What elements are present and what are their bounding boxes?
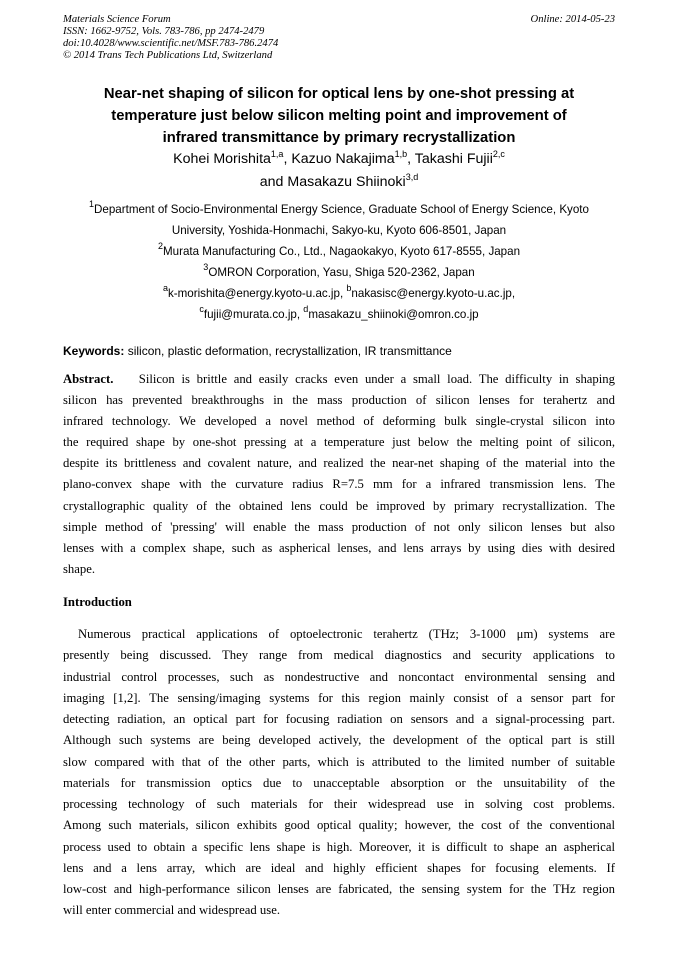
author-name: Takashi Fujii xyxy=(414,151,493,167)
email-text: fujii@murata.co.jp, xyxy=(203,308,304,321)
keywords xyxy=(63,343,615,359)
abstract-text: Silicon is brittle and easily cracks even under a small load. The difficulty in shaping xyxy=(138,372,615,386)
title-line: temperature just below silicon melting point and improvement of xyxy=(111,108,567,124)
intro-line: presently being discussed. They range from medical diagnostics and security applications to xyxy=(63,648,615,663)
doi-line: doi:10.4028/www.scientific.net/MSF.783-786.2474 xyxy=(63,38,279,49)
author-list xyxy=(63,148,615,194)
abstract-line: the required shape by one-shot pressing at a temperature just below the melting point of silicon, xyxy=(63,435,615,450)
abstract-line: despite its brittleness and covalent nature, and realized the near-net shaping of the material into the xyxy=(63,456,615,471)
abstract-line: crystallographic quality of the obtained lens could be improved by primary recrystallization. The xyxy=(63,498,615,513)
title-line: infrared transmittance by primary recrystallization xyxy=(162,130,516,146)
author-superscript: 3,d xyxy=(405,172,419,182)
intro-line: lens and a lens array, which are ideal and highly efficient shapes for focusing elements. If xyxy=(63,860,615,875)
abstract xyxy=(63,369,615,580)
author-separator: , xyxy=(283,151,292,167)
title-line: Near-net shaping of silicon for optical lens by one-shot pressing at xyxy=(103,86,575,102)
author-superscript: 1,b xyxy=(394,149,408,159)
abstract-line xyxy=(63,369,615,390)
journal-name: Materials Science Forum xyxy=(63,14,171,25)
keywords-text: silicon, plastic deformation, recrystallization, IR transmittance xyxy=(124,344,452,358)
intro-line: industrial control processes, such as nondestructive and noncontact environmental sensing and xyxy=(63,669,615,684)
email-text: nakasisc@energy.kyoto-u.ac.jp, xyxy=(351,287,516,300)
email-superscript: c xyxy=(199,304,204,314)
intro-line: detecting radiation, an optical part for focusing radiation on sensors and a signal-processing part. xyxy=(63,712,615,726)
email-superscript: d xyxy=(303,304,309,314)
abstract-line: infrared technology. We developed a novel method of deforming bulk single-crystal silicon into xyxy=(63,414,615,429)
affiliation-line xyxy=(63,262,615,283)
abstract-line: lenses with a complex shape, such as aspherical lenses, and lens arrays by using dies with desired xyxy=(63,540,615,555)
intro-line: Among such materials, silicon exhibits good optical quality; however, the cost of the conventional xyxy=(63,818,615,833)
abstract-line: shape. xyxy=(63,561,96,576)
affiliation-line xyxy=(63,199,615,220)
author-name: Kazuo Nakajima xyxy=(291,151,395,167)
affiliation-text: Murata Manufacturing Co., Ltd., Nagaokakyo, Kyoto 617-8555, Japan xyxy=(162,245,521,258)
abstract-label: Abstract. xyxy=(63,372,114,386)
affiliation-superscript: 2 xyxy=(157,241,163,251)
intro-line: Numerous practical applications of optoelectronic terahertz (THz; 3-1000 μm) systems are xyxy=(78,627,615,641)
author-name: Kohei Morishita xyxy=(173,151,271,167)
section-heading-introduction: Introduction xyxy=(63,595,132,609)
affiliation-text: University, Yoshida-Honmachi, Sakyo-ku, Kyoto 606-8501, Japan xyxy=(171,224,507,237)
author-separator: , xyxy=(407,151,415,167)
intro-line: will enter commercial and widespread use. xyxy=(63,903,281,918)
email-line xyxy=(63,304,615,325)
email-text: k-morishita@energy.kyoto-u.ac.jp, xyxy=(167,287,347,300)
author-line xyxy=(63,148,615,171)
author-superscript: 2,c xyxy=(492,149,505,159)
intro-line: slow compared with that of the other parts, which is attributed to the limited number of suitable xyxy=(63,754,615,769)
intro-line: process used to obtain a specific lens shape is high. Moreover, it is difficult to shape an aspherical xyxy=(63,839,615,854)
paper-title xyxy=(63,83,615,149)
email-superscript: a xyxy=(162,283,168,293)
abstract-line: plano-convex shape with the curvature radius R=7.5 mm for a infrared transmission lens. The xyxy=(63,477,615,492)
author-line xyxy=(63,171,615,194)
abstract-line: simple method of 'pressing' will enable the mass production of not only silicon lenses but also xyxy=(63,519,615,534)
online-date: Online: 2014-05-23 xyxy=(530,14,615,25)
email-superscript: b xyxy=(346,283,352,293)
affiliation-superscript: 3 xyxy=(203,262,209,272)
intro-line: low-cost and high-performance silicon lenses are fabricated, the sensing system for the THz region xyxy=(63,882,615,896)
copyright-line: © 2014 Trans Tech Publications Ltd, Switzerland xyxy=(63,50,273,61)
affiliation-text: Department of Socio-Environmental Energy Science, Graduate School of Energy Science, Kyoto xyxy=(94,203,589,216)
introduction-body xyxy=(63,624,615,922)
affiliation-superscript: 1 xyxy=(89,199,95,209)
intro-line: Although such systems are being developed actively, the development of the optical part is still xyxy=(63,733,615,748)
journal-header xyxy=(63,14,615,62)
intro-line: imaging [1,2]. The sensing/imaging systems for this region mainly consist of a sensor part for xyxy=(63,690,615,705)
intro-line: processing technology of such materials for their widespread use in solving cost problems. xyxy=(63,797,615,811)
email-line xyxy=(63,283,615,304)
affiliation-line xyxy=(63,220,615,241)
email-text: masakazu_shiinoki@omron.co.jp xyxy=(308,308,479,321)
affiliation-text: OMRON Corporation, Yasu, Shiga 520-2362, Japan xyxy=(208,266,475,279)
author-name: and Masakazu Shiinoki xyxy=(259,174,406,190)
abstract-line: silicon has prevented breakthroughs in the mass production of silicon lenses for terahertz and xyxy=(63,393,615,408)
keywords-label: Keywords: xyxy=(63,344,125,358)
affiliation-line xyxy=(63,241,615,262)
issn-line: ISSN: 1662-9752, Vols. 783-786, pp 2474-2479 xyxy=(63,26,265,37)
affiliations xyxy=(63,199,615,325)
intro-line: materials for transmission optics due to unacceptable absorption or the unsuitability of the xyxy=(63,775,615,790)
author-superscript: 1,a xyxy=(270,149,284,159)
